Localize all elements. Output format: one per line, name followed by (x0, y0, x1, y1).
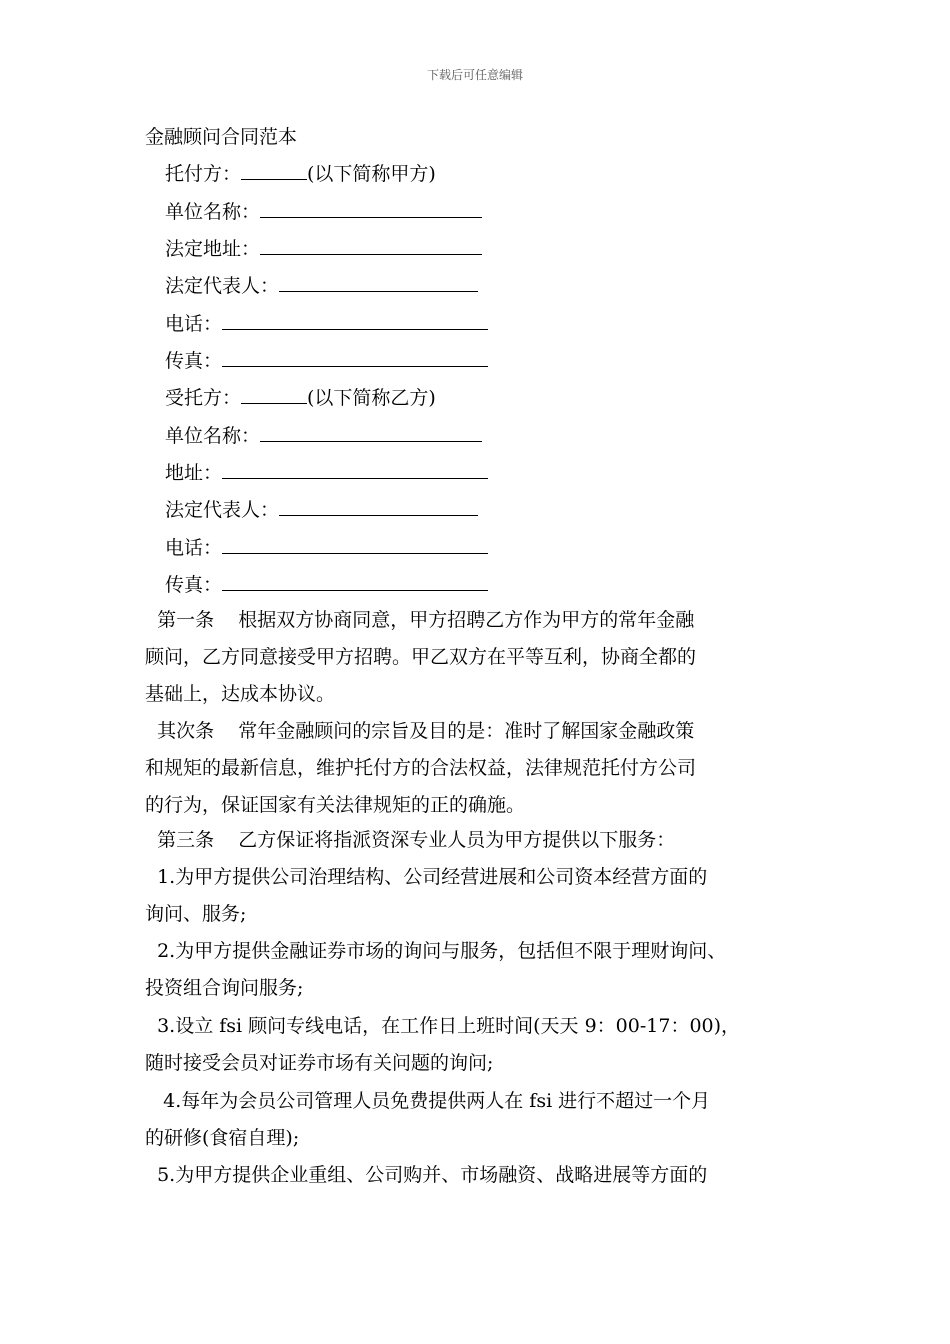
party-a-phone-field (165, 309, 488, 337)
party-a-unit-name-field (165, 197, 482, 225)
party-b-unit-name-field (165, 421, 482, 449)
party-b-heading-prefix: 受托方： (165, 387, 242, 409)
page-header-note: 下载后可任意编辑 (426, 68, 523, 82)
field-blank (222, 309, 488, 330)
party-a-fax-field (165, 346, 488, 374)
party-a-representative-field (165, 271, 478, 299)
party-b-phone-field (165, 533, 488, 561)
field-label: 地址： (165, 462, 223, 484)
paragraph-line: 投资组合询问服务; (145, 977, 304, 999)
paragraph-line: 其次条 常年金融顾问的宗旨及目的是：准时了解国家金融政策 (145, 720, 695, 742)
party-b-fax-field (165, 570, 488, 598)
paragraph-line: 顾问，乙方同意接受甲方招聘。甲乙双方在平等互利，协商全都的 (145, 646, 697, 668)
paragraph-line: 的行为，保证国家有关法律规矩的正的确施。 (145, 794, 526, 816)
party-b-heading (165, 383, 436, 411)
party-b-name-blank (241, 383, 307, 404)
article-2-paragraph (145, 713, 815, 824)
field-label: 单位名称： (165, 425, 261, 447)
paragraph-line: 第三条 乙方保证将指派资深专业人员为甲方提供以下服务： (145, 829, 676, 851)
paragraph-line: 1.为甲方提供公司治理结构、公司经营进展和公司资本经营方面的 (145, 866, 708, 888)
paragraph-line: 基础上，达成本协议。 (145, 683, 336, 705)
field-label: 传真： (165, 350, 223, 372)
field-blank (260, 421, 482, 442)
service-item-1 (145, 859, 815, 933)
paragraph-line: 4.每年为会员公司管理人员免费提供两人在 fsi 进行不超过一个月 (145, 1090, 711, 1112)
party-b-heading-suffix: (以下简称乙方) (307, 387, 436, 409)
service-item-4 (145, 1083, 815, 1157)
service-item-2 (145, 933, 815, 1007)
field-label: 法定代表人： (165, 499, 280, 521)
party-a-address-field (165, 234, 482, 262)
paragraph-line: 询问、服务; (145, 903, 247, 925)
field-blank (222, 533, 488, 554)
paragraph-line: 的研修(食宿自理); (145, 1127, 300, 1149)
paragraph-line: 第一条 根据双方协商同意，甲方招聘乙方作为甲方的常年金融 (145, 609, 695, 631)
party-b-representative-field (165, 495, 478, 523)
paragraph-line: 和规矩的最新信息，维护托付方的合法权益，法律规范托付方公司 (145, 757, 697, 779)
field-blank (222, 570, 488, 591)
party-a-heading (165, 159, 436, 187)
field-blank (260, 234, 482, 255)
party-b-address-field (165, 458, 488, 486)
party-a-heading-prefix: 托付方： (165, 163, 242, 185)
field-blank (279, 495, 478, 516)
field-label: 电话： (165, 537, 223, 559)
paragraph-line: 随时接受会员对证券市场有关问题的询问; (145, 1052, 494, 1074)
party-a-heading-suffix: (以下简称甲方) (307, 163, 436, 185)
document-title: 金融顾问合同范本 (145, 126, 298, 148)
field-label: 法定地址： (165, 238, 261, 260)
article-3-paragraph (145, 822, 815, 859)
paragraph-line: 5.为甲方提供企业重组、公司购并、市场融资、战略进展等方面的 (145, 1164, 708, 1186)
article-1-paragraph (145, 602, 815, 713)
field-blank (222, 458, 488, 479)
field-blank (260, 197, 482, 218)
field-label: 传真： (165, 574, 223, 596)
service-item-3 (145, 1008, 815, 1082)
field-label: 单位名称： (165, 201, 261, 223)
party-a-name-blank (241, 159, 307, 180)
paragraph-line: 3.设立 fsi 顾问专线电话，在工作日上班时间(天天 9：00-17：00)， (145, 1015, 741, 1037)
paragraph-line: 2.为甲方提供金融证券市场的询问与服务，包括但不限于理财询问、 (145, 940, 727, 962)
field-label: 法定代表人： (165, 275, 280, 297)
service-item-5 (145, 1157, 815, 1194)
field-blank (279, 271, 478, 292)
field-blank (222, 346, 488, 367)
field-label: 电话： (165, 313, 223, 335)
